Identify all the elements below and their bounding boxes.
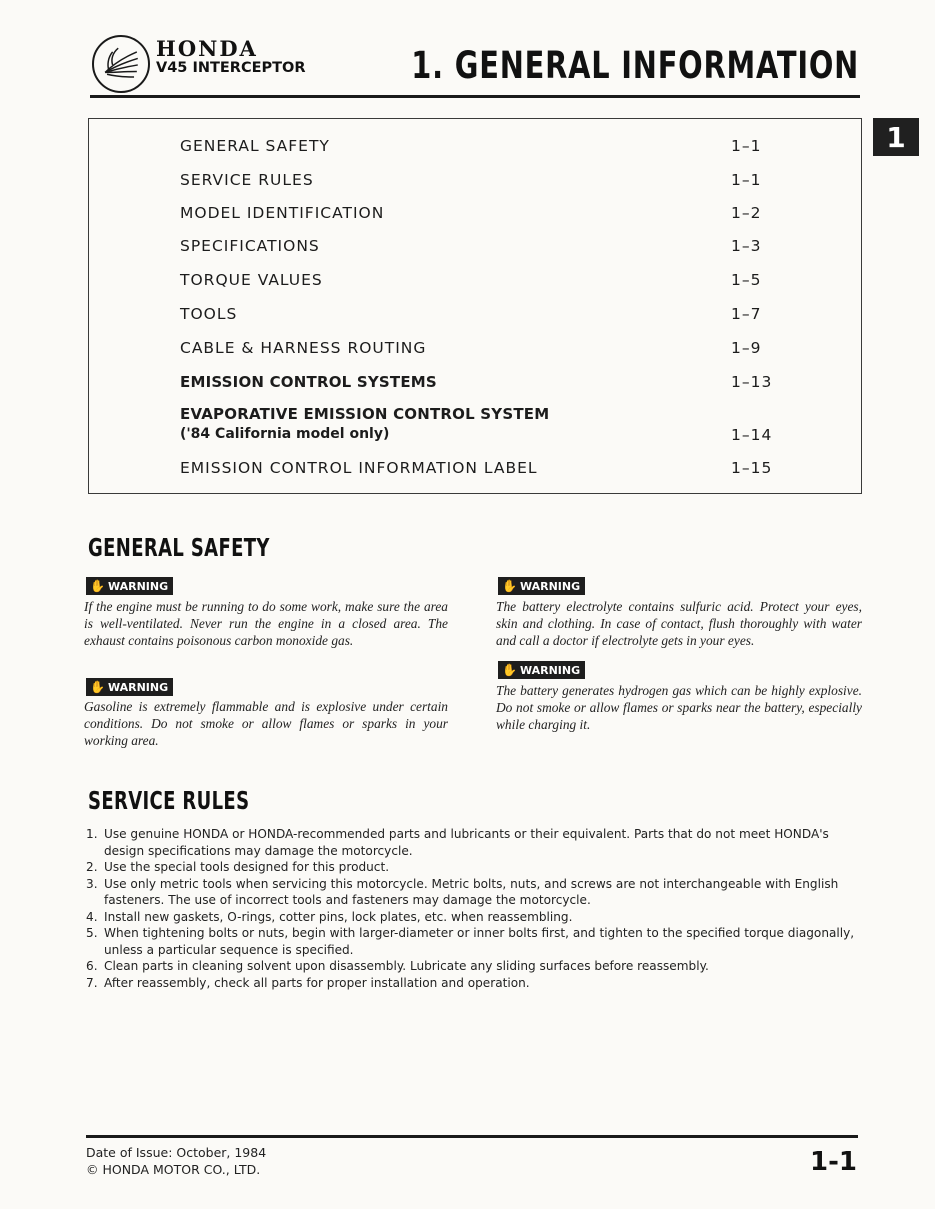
toc-item-general-safety[interactable]: GENERAL SAFETY [180, 137, 330, 155]
section-tab[interactable]: 1 [873, 118, 919, 156]
warning-badge [86, 678, 173, 696]
toc-item-emission-control-systems[interactable]: EMISSION CONTROL SYSTEMS [180, 373, 437, 391]
warning-label: WARNING [107, 579, 169, 593]
list-item: 6. Clean parts in cleaning solvent upon disassembly. Lubricate any sliding surfaces before reassembly. [86, 959, 709, 973]
warning-text: Gasoline is extremely flammable and is explosive under certain conditions. Do not smoke or allow flames or sparks in your working area. [84, 699, 448, 748]
toc-item-emission-control-information-label[interactable]: EMISSION CONTROL INFORMATION LABEL [180, 459, 538, 477]
page-number: 1-1 [810, 1147, 857, 1177]
toc-page: 1–15 [731, 459, 773, 477]
toc-item-subtitle: ('84 California model only) [180, 426, 390, 442]
warning-label: WARNING [519, 663, 581, 677]
warning-label: WARNING [107, 680, 169, 694]
toc-page: 1–14 [731, 426, 773, 444]
honda-wing-logo [92, 35, 150, 93]
toc-item-specifications[interactable]: SPECIFICATIONS [180, 237, 320, 255]
toc-item-model-identification[interactable]: MODEL IDENTIFICATION [180, 204, 385, 222]
hand-icon: ✋ [502, 663, 517, 677]
header-rule [90, 95, 860, 98]
toc-item-torque-values[interactable]: TORQUE VALUES [180, 271, 323, 289]
warning-label: WARNING [519, 579, 581, 593]
issue-date: Date of Issue: October, 1984 [86, 1145, 267, 1160]
toc-page: 1–1 [731, 137, 762, 155]
hand-icon: ✋ [90, 579, 105, 593]
warning-badge [498, 577, 585, 595]
toc-page: 1–2 [731, 204, 762, 222]
hand-icon: ✋ [502, 579, 517, 593]
warning-text: The battery generates hydrogen gas which can be highly explosive. Do not smoke or allow flames or sparks near the battery, especially while charging it. [496, 683, 862, 732]
toc-page: 1–5 [731, 271, 762, 289]
warning-badge [498, 661, 585, 679]
chapter-title: 1. GENERAL INFORMATION [411, 44, 859, 87]
warning-text: If the engine must be running to do some work, make sure the area is well-ventilated. Never run the engine in a closed area. The exhaust contains poisonous carbon monoxide gas. [84, 599, 448, 648]
toc-item-cable-harness-routing[interactable]: CABLE & HARNESS ROUTING [180, 339, 427, 357]
footer-rule [86, 1135, 858, 1138]
service-rules-list [86, 826, 866, 991]
toc-item-service-rules[interactable]: SERVICE RULES [180, 171, 314, 189]
toc-item-tools[interactable]: TOOLS [180, 305, 238, 323]
list-item: 3. Use only metric tools when servicing this motorcycle. Metric bolts, nuts, and screws are not interchangeable with English fasteners. The use of incorrect tools and fasteners may damage the motorcycle. [86, 876, 839, 907]
hand-icon: ✋ [90, 680, 105, 694]
list-item: 2. Use the special tools designed for this product. [86, 860, 390, 874]
list-item: 5. When tightening bolts or nuts, begin with larger-diameter or inner bolts first, and tighten to the specified torque diagonally, unless a particular sequence is specified. [86, 926, 855, 957]
toc-page: 1–3 [731, 237, 762, 255]
toc-page: 1–1 [731, 171, 762, 189]
list-item: 7. After reassembly, check all parts for proper installation and operation. [86, 975, 530, 990]
toc-page: 1–13 [731, 373, 773, 391]
list-item: 1. Use genuine HONDA or HONDA-recommended parts and lubricants or their equivalent. Parts that do not meet HONDA's design specifications may damage the motorcycle. [86, 827, 829, 858]
copyright: © HONDA MOTOR CO., LTD. [86, 1162, 261, 1177]
toc-page: 1–9 [731, 339, 762, 357]
warning-text: The battery electrolyte contains sulfuric acid. Protect your eyes, skin and clothing. In case of contact, flush thoroughly with water and call a doctor if electrolyte gets in your eyes. [496, 599, 862, 648]
list-item: 4. Install new gaskets, O-rings, cotter pins, lock plates, etc. when reassembling. [86, 909, 573, 924]
toc-page: 1–7 [731, 305, 762, 323]
brand-name: HONDA [156, 36, 258, 61]
model-name: V45 INTERCEPTOR [156, 60, 306, 76]
warning-badge [86, 577, 173, 595]
wing-icon [94, 37, 148, 91]
toc-item-evaporative-emission-control-system[interactable]: EVAPORATIVE EMISSION CONTROL SYSTEM [180, 405, 550, 423]
section-heading-service-rules: SERVICE RULES [88, 786, 250, 815]
section-heading-general-safety: GENERAL SAFETY [88, 533, 270, 562]
